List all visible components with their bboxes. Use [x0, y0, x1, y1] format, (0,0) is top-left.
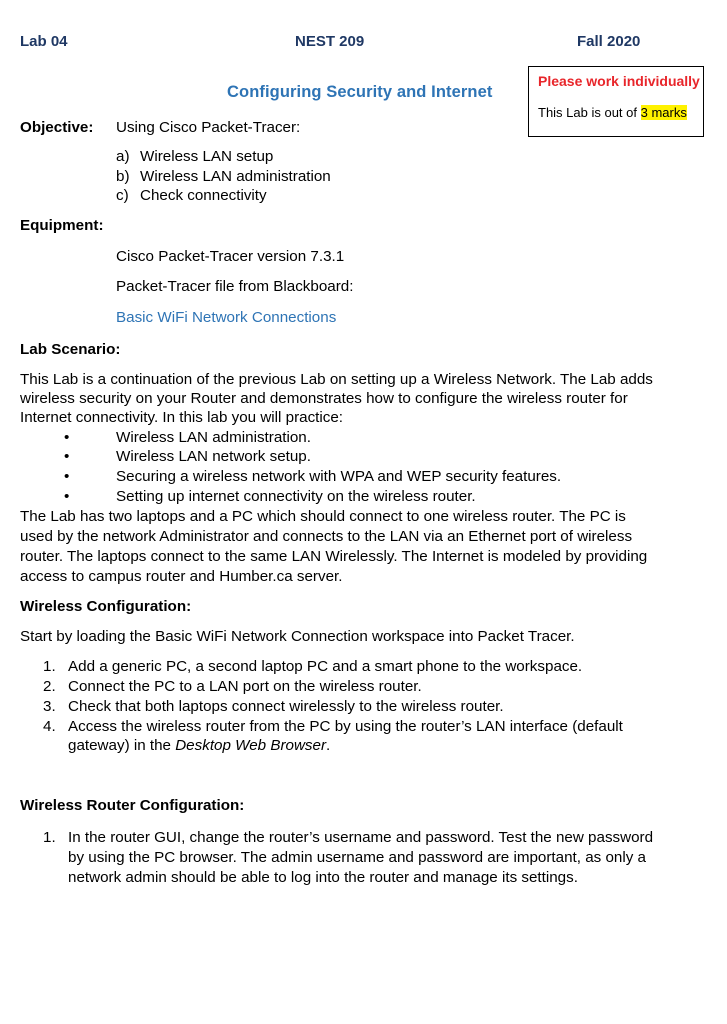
note-text: This Lab is out of 3 marks	[538, 105, 687, 120]
scenario-heading: Lab Scenario:	[20, 341, 121, 358]
bullet-icon: •	[64, 448, 70, 465]
page-title: Configuring Security and Internet	[227, 83, 493, 101]
router-step-line: In the router GUI, change the router’s username and password. Test the new password	[68, 829, 654, 846]
marks-highlight: 3 marks	[640, 105, 687, 120]
objective-intro: Using Cisco Packet-Tracer:	[116, 119, 301, 136]
step-number: 4.	[43, 718, 56, 735]
paragraph-line: used by the network Administrator and connects to the LAN via an Ethernet port of wireless	[20, 528, 633, 545]
equipment-line: Cisco Packet-Tracer version 7.3.1	[116, 248, 345, 265]
scenario-bullet: Wireless LAN network setup.	[116, 448, 311, 465]
paragraph-line: The Lab has two laptops and a PC which should connect to one wireless router. The PC is	[20, 508, 626, 525]
scenario-bullet: Securing a wireless network with WPA and WEP security features.	[116, 468, 562, 485]
router-step-line: by using the PC browser. The admin username and password are important, as only a	[68, 849, 646, 866]
note-title: Please work individually	[538, 73, 700, 89]
equipment-line: Packet-Tracer file from Blackboard:	[116, 278, 354, 295]
wireless-step-continuation: gateway) in the Desktop Web Browser.	[68, 737, 331, 754]
paragraph-line: router. The laptops connect to the same LAN Wirelessly. The Internet is modeled by providing	[20, 548, 648, 565]
objective-label: Objective:	[20, 119, 94, 136]
blackboard-file-link[interactable]: Basic WiFi Network Connections	[116, 309, 337, 326]
wireless-step: Connect the PC to a LAN port on the wireless router.	[68, 678, 422, 695]
objective-item: a) Wireless LAN setup	[116, 148, 274, 165]
step-number: 1.	[43, 829, 56, 846]
header-term: Fall 2020	[577, 33, 641, 50]
bullet-icon: •	[64, 488, 70, 505]
step-number: 1.	[43, 658, 56, 675]
objective-item: c) Check connectivity	[116, 187, 267, 204]
wireless-step: Check that both laptops connect wirelessly to the wireless router.	[68, 698, 504, 715]
wireless-step: Add a generic PC, a second laptop PC and a smart phone to the workspace.	[68, 658, 583, 675]
scenario-bullet: Setting up internet connectivity on the wireless router.	[116, 488, 476, 505]
router-heading: Wireless Router Configuration:	[20, 797, 245, 814]
step-number: 3.	[43, 698, 56, 715]
bullet-icon: •	[64, 429, 70, 446]
paragraph-line: This Lab is a continuation of the previous Lab on setting up a Wireless Network. The Lab adds	[20, 371, 653, 388]
step-number: 2.	[43, 678, 56, 695]
paragraph-line: Internet connectivity. In this lab you will practice:	[20, 409, 344, 426]
bullet-icon: •	[64, 468, 70, 485]
wireless-step: Access the wireless router from the PC by using the router’s LAN interface (default	[68, 718, 623, 735]
header-lab: Lab 04	[20, 33, 68, 50]
equipment-label: Equipment:	[20, 217, 104, 234]
wireless-intro: Start by loading the Basic WiFi Network Connection workspace into Packet Tracer.	[20, 628, 575, 645]
wireless-heading: Wireless Configuration:	[20, 598, 192, 615]
paragraph-line: wireless security on your Router and demonstrates how to configure the wireless router for	[20, 390, 628, 407]
header-course: NEST 209	[295, 33, 365, 50]
scenario-bullet: Wireless LAN administration.	[116, 429, 311, 446]
objective-item: b) Wireless LAN administration	[116, 168, 331, 185]
router-step-line: network admin should be able to log into the router and manage its settings.	[68, 869, 578, 886]
paragraph-line: access to campus router and Humber.ca server.	[20, 568, 343, 585]
note-box	[528, 66, 704, 137]
